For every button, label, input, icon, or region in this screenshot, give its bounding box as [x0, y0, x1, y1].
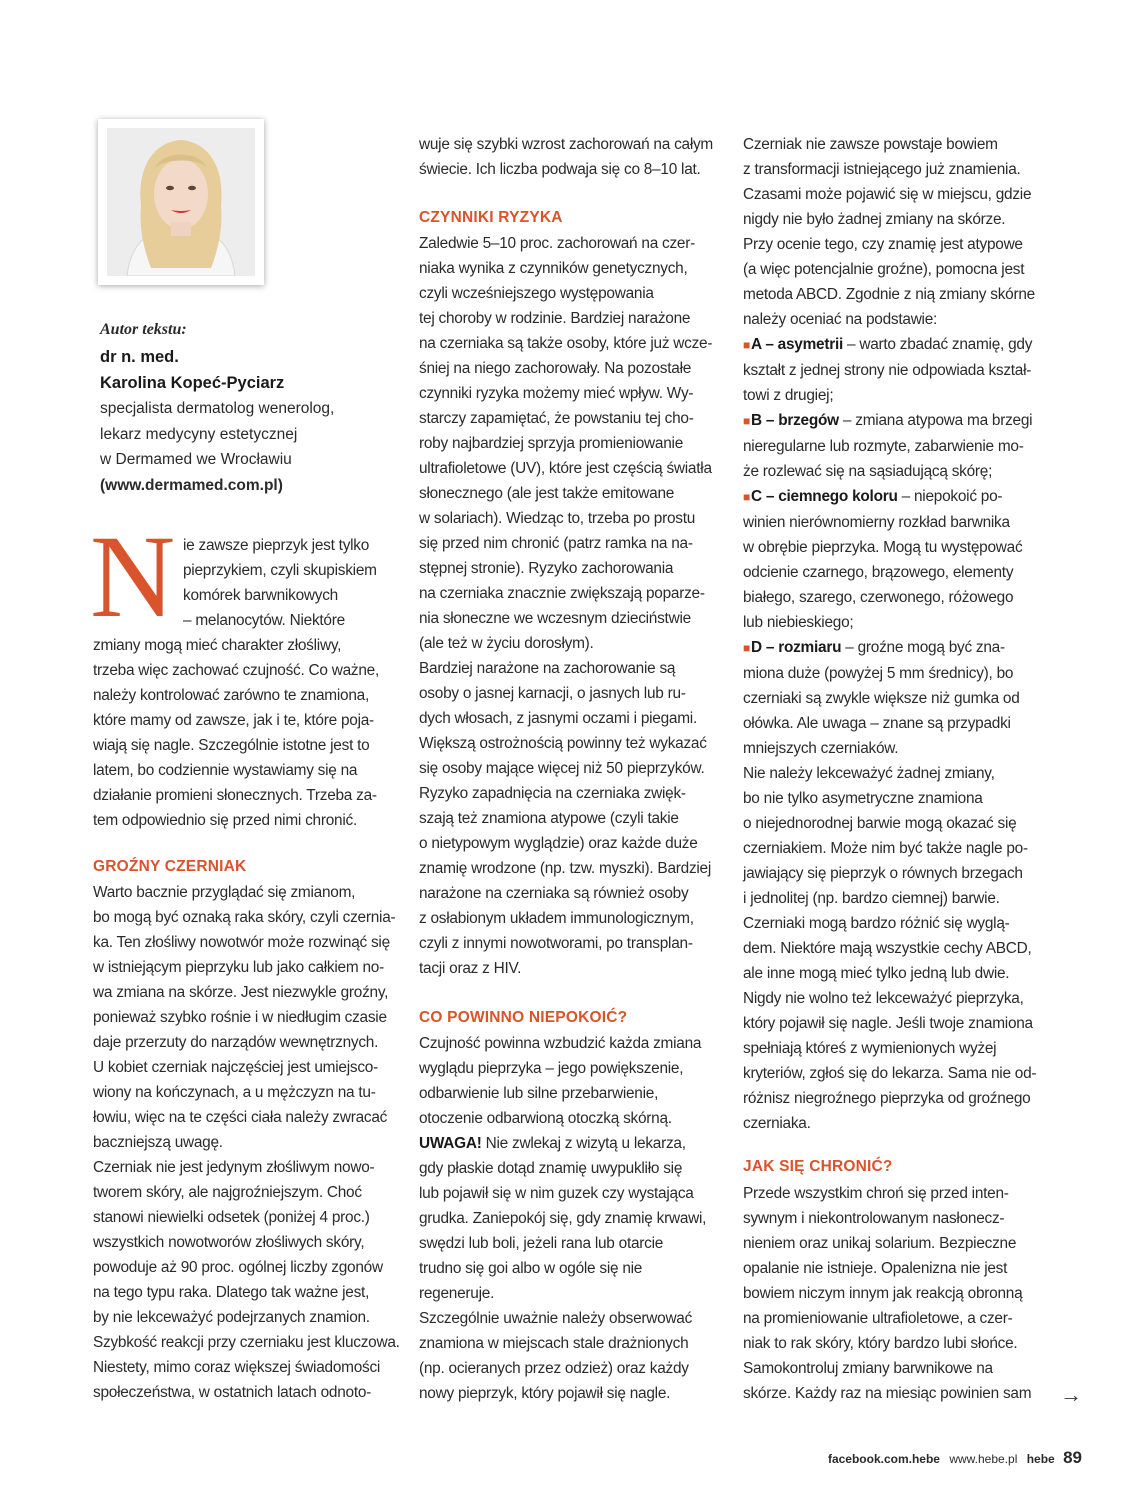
- text-line: osoby o jasnej karnacji, o jasnych lub ru-: [419, 685, 686, 702]
- text-line: należy oceniać na podstawie:: [743, 311, 938, 328]
- text-line: spełniają któreś z wymienionych wyżej: [743, 1040, 997, 1057]
- text-line: w solariach). Wiedząc to, trzeba po prostu: [419, 510, 696, 527]
- text-line: ołówka. Ale uwaga – znane są przypadki: [743, 715, 1011, 732]
- text-line: wiony na kończynach, a u mężczyzn na tu-: [93, 1084, 376, 1101]
- abcd-item-b: [743, 408, 1036, 434]
- text-line: które mamy od zawsze, jak i te, które poja-: [93, 712, 374, 729]
- grozny-paragraph: [93, 880, 400, 1405]
- text-line: szają też znamiona atypowe (czyli takie: [419, 810, 679, 827]
- text-line: Przede wszystkim chroń się przed inten-: [743, 1185, 1009, 1202]
- author-photo: [107, 128, 255, 276]
- intro-paragraph-indented: [183, 533, 377, 633]
- bullet-square-icon: ■: [743, 338, 750, 352]
- text-line: komórek barwnikowych: [183, 587, 338, 604]
- text-line: narażone na czerniaka są również osoby: [419, 885, 689, 902]
- text-line: zmiany mogą mieć charakter złośliwy,: [93, 637, 342, 654]
- text-line: Nigdy nie wolno też lekceważyć pieprzyka,: [743, 990, 1024, 1007]
- text-line: o nietypowym wyglądzie) oraz każde duże: [419, 835, 698, 852]
- text-line: Czerniak nie zawsze powstaje bowiem: [743, 136, 998, 153]
- text-line: w istniejącym pieprzyku lub jako całkiem no-: [93, 959, 384, 976]
- text-line: lub pojawił się w nim guzek czy wystająca: [419, 1185, 694, 1202]
- text-line: społeczeństwa, w ostatnich latach odnoto-: [93, 1384, 372, 1401]
- author-desc-line: specjalista dermatolog wenerolog,: [100, 400, 335, 417]
- text-line: winien nierównomierny rozkład barwnika: [743, 514, 1010, 531]
- text-line: niak to rak skóry, który bardzo lubi słońce.: [743, 1335, 1018, 1352]
- text-line: odcienie czarnego, brązowego, elementy: [743, 564, 1014, 581]
- text-line: w obrębie pieprzyka. Mogą tu występować: [743, 539, 1023, 556]
- text-line: ie zawsze pieprzyk jest tylko: [183, 537, 370, 554]
- text-line: nieregularne lub rozmyte, zabarwienie mo-: [743, 438, 1024, 455]
- text-line: dych włosach, z jasnymi oczami i piegami.: [419, 710, 698, 727]
- text-line: się osoby mające więcej niż 50 pieprzyków.: [419, 760, 705, 777]
- text-line: bowiem niczym innym jak reakcją obronną: [743, 1285, 1023, 1302]
- text-line: Szybkość reakcji przy czerniaku jest kluczowa.: [93, 1334, 400, 1351]
- bullet-square-icon: ■: [743, 414, 750, 428]
- text-line: mniejszych czerniaków.: [743, 740, 899, 757]
- section-heading-chronic: JAK SIĘ CHRONIĆ?: [743, 1158, 893, 1175]
- text-line: pieprzykiem, czyli skupiskiem: [183, 562, 377, 579]
- author-photo-frame: [98, 119, 264, 285]
- text-line: tej choroby w rodzinie. Bardziej narażone: [419, 310, 691, 327]
- text-line: daje przerzuty do narządów wewnętrznych.: [93, 1034, 379, 1051]
- uwaga-line: [419, 1131, 706, 1156]
- text-line: wa zmiana na skórze. Jest niezwykle groźny,: [93, 984, 389, 1001]
- text-line: się przed nim chronić (patrz ramka na na-: [419, 535, 693, 552]
- text-line: znamię wrodzone (np. tzw. myszki). Bardziej: [419, 860, 712, 877]
- text-line: bo nie tylko asymetryczne znamiona: [743, 790, 983, 807]
- text-line: słonecznego (ale jest także emitowane: [419, 485, 675, 502]
- text-line: i jednolitej (np. bardzo ciemnej) barwie.: [743, 890, 1000, 907]
- text-line: Nie należy lekceważyć żadnej zmiany,: [743, 765, 995, 782]
- text-line: Bardziej narażone na zachorowanie są: [419, 660, 676, 677]
- text-line: czerniaka.: [743, 1115, 811, 1132]
- text-line: na czerniaka znacznie zwiększają poparze-: [419, 585, 705, 602]
- text-line: czerniaki są zwykle większe niż gumka od: [743, 690, 1020, 707]
- text-line: Czujność powinna wzbudzić każda zmiana: [419, 1035, 702, 1052]
- text-line: odbarwienie lub silne przebarwienie,: [419, 1085, 659, 1102]
- abcd-text: – zmiana atypowa ma brzegi: [838, 412, 1033, 429]
- section-heading-niepokoic: CO POWINNO NIEPOKOIĆ?: [419, 1009, 628, 1026]
- drop-cap: N: [90, 511, 176, 642]
- abcd-item-c: [743, 484, 1036, 510]
- text-line: nigdy nie było żadnej zmiany na skórze.: [743, 211, 1006, 228]
- text-line: śniej na niego zachorowały. Na pozostałe: [419, 360, 692, 377]
- facebook-link[interactable]: facebook.com.hebe: [827, 1452, 940, 1466]
- abcd-text: – groźne mogą być zna-: [841, 639, 1005, 656]
- text-line: tacji oraz z HIV.: [419, 960, 522, 977]
- text-line: Zaledwie 5–10 proc. zachorowań na czer-: [419, 235, 695, 252]
- text-line: z osłabionym układem immunologicznym,: [419, 910, 694, 927]
- text-line: by nie lekceważyć podejrzanych znamion.: [93, 1309, 370, 1326]
- author-name: [100, 344, 284, 396]
- text-line: należy kontrolować zarówno te znamiona,: [93, 687, 369, 704]
- text-line: ka. Ten złośliwy nowotwór może rozwinąć się: [93, 934, 390, 951]
- text-line: sywnym i niekontrolowanym nasłonecz-: [743, 1210, 1005, 1227]
- text-line: regeneruje.: [419, 1285, 495, 1302]
- text-line: na tego typu raka. Dlatego tak ważne jest,: [93, 1284, 370, 1301]
- intro-paragraph: [93, 633, 379, 833]
- text-line: Samokontroluj zmiany barwnikowe na: [743, 1360, 993, 1377]
- text-line: U kobiet czerniak najczęściej jest umiejsco-: [93, 1059, 378, 1076]
- text-line: opalanie nie istnieje. Opalenizna nie jest: [743, 1260, 1008, 1277]
- brand-name: hebe: [1026, 1452, 1055, 1466]
- text-line: (ale też w życiu dorosłym).: [419, 635, 594, 652]
- text-line: ultrafioletowe (UV), które jest częścią światła: [419, 460, 712, 477]
- abcd-text: – niepokoić po-: [897, 488, 1003, 505]
- text-line: bo mogą być oznaką raka skóry, czyli czernia-: [93, 909, 396, 926]
- text-line: z transformacji istniejącego już znamienia.: [743, 161, 1021, 178]
- text-line: Ryzyko zapadnięcia na czerniaka zwięk-: [419, 785, 686, 802]
- continue-arrow-icon: →: [1060, 1382, 1082, 1407]
- author-description: [100, 396, 334, 498]
- text-line: świecie. Ich liczba podwaja się co 8–10 lat.: [419, 161, 701, 178]
- text-line: Większą ostrożnością powinny też wykazać: [419, 735, 707, 752]
- text-line: na czerniaka są także osoby, które już wcze-: [419, 335, 713, 352]
- text-line: ponieważ szybko rośnie i w niedługim czasie: [93, 1009, 387, 1026]
- text-line: nowy pieprzyk, który pojawił się nagle.: [419, 1385, 671, 1402]
- abcd-term: C – ciemnego koloru: [751, 488, 898, 505]
- text-line: starczy zapamiętać, że powstaniu tej cho-: [419, 410, 694, 427]
- text-line: Warto bacznie przyglądać się zmianom,: [93, 884, 356, 901]
- text-line: nia słoneczne we wczesnym dzieciństwie: [419, 610, 691, 627]
- abcd-item-a: [743, 332, 1036, 358]
- text-line: Niestety, mimo coraz większej świadomości: [93, 1359, 381, 1376]
- abcd-term: A – asymetrii: [751, 336, 843, 353]
- page-number: 89: [1063, 1448, 1082, 1467]
- col2-continuation: [419, 132, 713, 182]
- author-desc-line: (www.dermamed.com.pl): [100, 476, 283, 494]
- abcd-item-d: [743, 635, 1036, 661]
- text-line: baczniejszą uwagę.: [93, 1134, 223, 1151]
- text-line: towi z drugiej;: [743, 387, 834, 404]
- text-line: (np. ocieranych przez odzież) oraz każdy: [419, 1360, 689, 1377]
- text-line: powoduje aż 90 proc. ogólnej liczby zgonów: [93, 1259, 383, 1276]
- author-desc-line: w Dermamed we Wrocławiu: [100, 451, 292, 468]
- text-line: kształt z jednej strony nie odpowiada kształ-: [743, 362, 1032, 379]
- website-link[interactable]: www.hebe.pl: [949, 1452, 1018, 1466]
- text-line: tem odpowiednio się przed nimi chronić.: [93, 812, 357, 829]
- czynniki-paragraph: [419, 231, 712, 981]
- text-line: Przy ocenie tego, czy znamię jest atypowe: [743, 236, 1023, 253]
- text-line: Czasami może pojawić się w miejscu, gdzie: [743, 186, 1032, 203]
- bullet-square-icon: ■: [743, 490, 750, 504]
- author-desc-line: lekarz medycyny estetycznej: [100, 425, 298, 443]
- text-line: znamiona w miejscach stale drażnionych: [419, 1335, 689, 1352]
- text-line: działanie promieni słonecznych. Trzeba za-: [93, 787, 377, 804]
- text-line: (a więc potencjalnie groźne), pomocna jest: [743, 261, 1025, 278]
- text-line: czyli wcześniejszego występowania: [419, 285, 654, 302]
- niepokoic-paragraph: [419, 1031, 706, 1406]
- abcd-term: D – rozmiaru: [751, 639, 842, 656]
- text-line: roby najbardziej sprzyja promieniowanie: [419, 435, 683, 452]
- text-line: Czerniak nie jest jedynym złośliwym nowo-: [93, 1159, 375, 1176]
- section-heading-grozny: GROŹNY CZERNIAK: [93, 858, 247, 875]
- text-line: swędzi lub boli, jeżeli rana lub otarcie: [419, 1235, 664, 1252]
- text-line: czyli z innymi nowotworami, po transplan-: [419, 935, 693, 952]
- text-line: otoczenie odbarwioną otoczką skórną.: [419, 1110, 672, 1127]
- text-line: czerniakiem. Może nim być także nagle po-: [743, 840, 1028, 857]
- text-line: kryteriów, zgłoś się do lekarza. Sama nie od-: [743, 1065, 1037, 1082]
- uwaga-label: UWAGA!: [419, 1135, 482, 1152]
- abcd-text: – warto zbadać znamię, gdy: [843, 336, 1033, 353]
- text-line: dem. Niektóre mają wszystkie cechy ABCD,: [743, 940, 1032, 957]
- text-line: czynniki ryzyka możemy mieć wpływ. Wy-: [419, 385, 694, 402]
- section-heading-czynniki: CZYNNIKI RYZYKA: [419, 209, 563, 226]
- text-line: wyglądu pieprzyka – jego powiększenie,: [419, 1060, 684, 1077]
- uwaga-text: Nie zwlekaj z wizytą u lekarza,: [481, 1135, 686, 1152]
- text-line: o niejednorodnej barwie mogą okazać się: [743, 815, 1017, 832]
- text-line: stępnej stronie). Ryzyko zachorowania: [419, 560, 674, 577]
- chronic-paragraph: [743, 1181, 1031, 1406]
- text-line: wiają się nagle. Szczególnie istotne jest to: [93, 737, 370, 754]
- text-line: stanowi niewielki odsetek (poniżej 4 proc.): [93, 1209, 370, 1226]
- text-line: skórze. Każdy raz na miesiąc powinien sam: [743, 1385, 1032, 1402]
- author-name-line: Karolina Kopeć-Pyciarz: [100, 374, 285, 392]
- text-line: niaka wynika z czynników genetycznych,: [419, 260, 688, 277]
- text-line: trzeba więc zachować czujność. Co ważne,: [93, 662, 379, 679]
- author-label: Autor tekstu:: [100, 321, 187, 338]
- text-line: – melanocytów. Niektóre: [183, 612, 345, 629]
- col3-paragraph: [743, 132, 1036, 1136]
- text-line: grudka. Zaniepokój się, gdy znamię krwawi,: [419, 1210, 707, 1227]
- text-line: Czerniaki mogą bardzo różnić się wyglą-: [743, 915, 1010, 932]
- page-footer: [828, 1448, 1082, 1468]
- text-line: nieniem oraz unikaj solarium. Bezpieczne: [743, 1235, 1017, 1252]
- text-line: białego, szarego, czerwonego, różowego: [743, 589, 1014, 606]
- text-line: jawiający się pieprzyk o równych brzegach: [743, 865, 1023, 882]
- text-line: na promieniowanie ultrafioletowe, a czer-: [743, 1310, 1013, 1327]
- text-line: trudno się goi albo w ogóle się nie: [419, 1260, 643, 1277]
- text-line: wszystkich nowotworów złośliwych skóry,: [93, 1234, 365, 1251]
- text-line: latem, bo codziennie wystawiamy się na: [93, 762, 358, 779]
- text-line: ale inne mogą mieć tylko jedną lub dwie.: [743, 965, 1010, 982]
- text-line: lub niebieskiego;: [743, 614, 854, 631]
- text-line: różnisz niegroźnego pieprzyka od groźnego: [743, 1090, 1031, 1107]
- abcd-term: B – brzegów: [751, 412, 839, 429]
- bullet-square-icon: ■: [743, 641, 750, 655]
- text-line: miona duże (powyżej 5 mm średnicy), bo: [743, 665, 1014, 682]
- author-name-line: dr n. med.: [100, 348, 179, 366]
- text-line: że rozlewać się na sąsiadującą skórę;: [743, 463, 993, 480]
- text-line: gdy płaskie dotąd znamię uwypukliło się: [419, 1160, 683, 1177]
- text-line: który pojawił się nagle. Jeśli twoje znamiona: [743, 1015, 1033, 1032]
- text-line: tworem skóry, ale najgroźniejszym. Choć: [93, 1184, 362, 1201]
- text-line: Szczególnie uważnie należy obserwować: [419, 1310, 693, 1327]
- text-line: łowiu, więc na te części ciała należy zwracać: [93, 1109, 388, 1126]
- text-line: metoda ABCD. Zgodnie z nią zmiany skórne: [743, 286, 1035, 303]
- text-line: wuje się szybki wzrost zachorowań na całym: [419, 136, 714, 153]
